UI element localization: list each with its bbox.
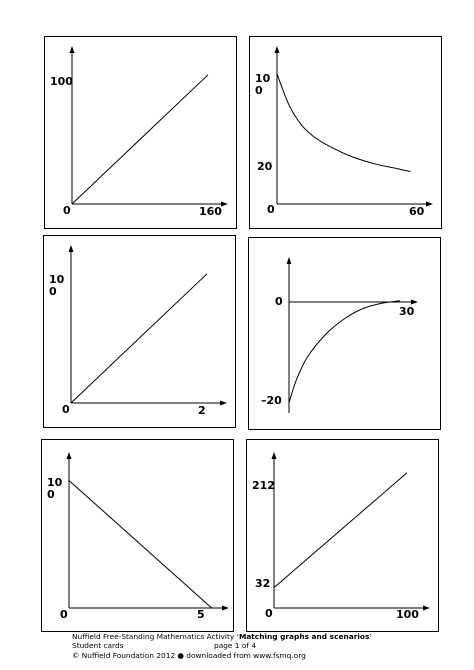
footer-page-number: page 1 of 4 (214, 641, 257, 651)
graph-card-2 (249, 36, 442, 229)
graph-2-curve (277, 74, 411, 172)
graph-card-1 (44, 36, 237, 229)
graph-6-line (274, 473, 407, 588)
graph-1-origin-label: 0 (63, 204, 71, 217)
footer-line-2 (72, 641, 472, 650)
graph-2-y-min-label: 20 (257, 160, 273, 173)
graph-4-x-max-label: 30 (399, 305, 415, 318)
graph-1-x-max-label: 160 (199, 205, 222, 218)
graph-1-y-axis-arrow (70, 46, 75, 53)
graph-6-y-min-label: 32 (255, 577, 271, 590)
graph-6-x-axis-arrow (423, 606, 430, 611)
page-footer (72, 632, 472, 660)
graph-2-x-axis-arrow (426, 202, 433, 207)
graph-5-x-axis-arrow (222, 606, 229, 611)
graph-3-x-axis-arrow (220, 401, 227, 406)
graph-3-x-max-label: 2 (198, 404, 206, 417)
footer-activity-title: Matching graphs and scenarios (238, 632, 370, 641)
graph-5-line (69, 481, 212, 609)
graph-3-y-max-label: 10 0 (49, 273, 65, 298)
graph-card-5 (41, 439, 234, 632)
graph-card-3 (43, 235, 236, 428)
graph-4-zero-label: 0 (275, 295, 283, 308)
graph-4-y-min-label: –20 (261, 394, 282, 407)
graph-4-x-axis-arrow (411, 300, 418, 305)
graph-4-curve (289, 301, 400, 403)
graph-5-origin-label: 0 (60, 608, 68, 621)
graph-5-plot (42, 440, 235, 633)
footer-line-1 (72, 632, 472, 641)
graph-6-x-max-label: 100 (396, 608, 419, 621)
footer-quote-close: ’ (369, 632, 372, 641)
graph-6-y-axis-arrow (272, 452, 277, 459)
graph-3-plot (44, 236, 237, 429)
graph-3-y-axis-arrow (69, 245, 74, 252)
graph-1-plot (45, 37, 238, 230)
graph-2-plot (250, 37, 443, 230)
graph-1-y-max-label: 100 (50, 75, 73, 88)
footer-activity-text: Nuffield Free-Standing Mathematics Activity ‘ (72, 632, 239, 641)
graph-3-line (71, 274, 207, 403)
graph-1-line (72, 75, 208, 204)
graph-1-x-axis-arrow (221, 202, 228, 207)
graph-6-plot (247, 440, 440, 633)
footer-line-3 (72, 651, 472, 660)
graph-5-y-axis-arrow (67, 452, 72, 459)
graph-3-origin-label: 0 (62, 403, 70, 416)
graph-5-x-max-label: 5 (197, 608, 205, 621)
graph-6-y-max-label: 212 (252, 479, 275, 492)
graph-6-origin-label: 0 (265, 607, 273, 620)
graph-2-y-max-label: 10 0 (255, 72, 271, 97)
graph-card-4 (248, 237, 441, 430)
graph-2-x-max-label: 60 (409, 205, 425, 218)
graph-4-y-axis-arrow (287, 257, 292, 264)
footer-student-cards: Student cards (72, 641, 124, 651)
graph-2-origin-label: 0 (267, 203, 275, 216)
graph-5-y-max-label: 10 0 (47, 476, 63, 501)
graph-card-6 (246, 439, 439, 632)
footer-copyright: © Nuffield Foundation 2012 ● downloaded from www.fsmq.org (72, 650, 306, 660)
graph-2-y-axis-arrow (275, 46, 280, 53)
